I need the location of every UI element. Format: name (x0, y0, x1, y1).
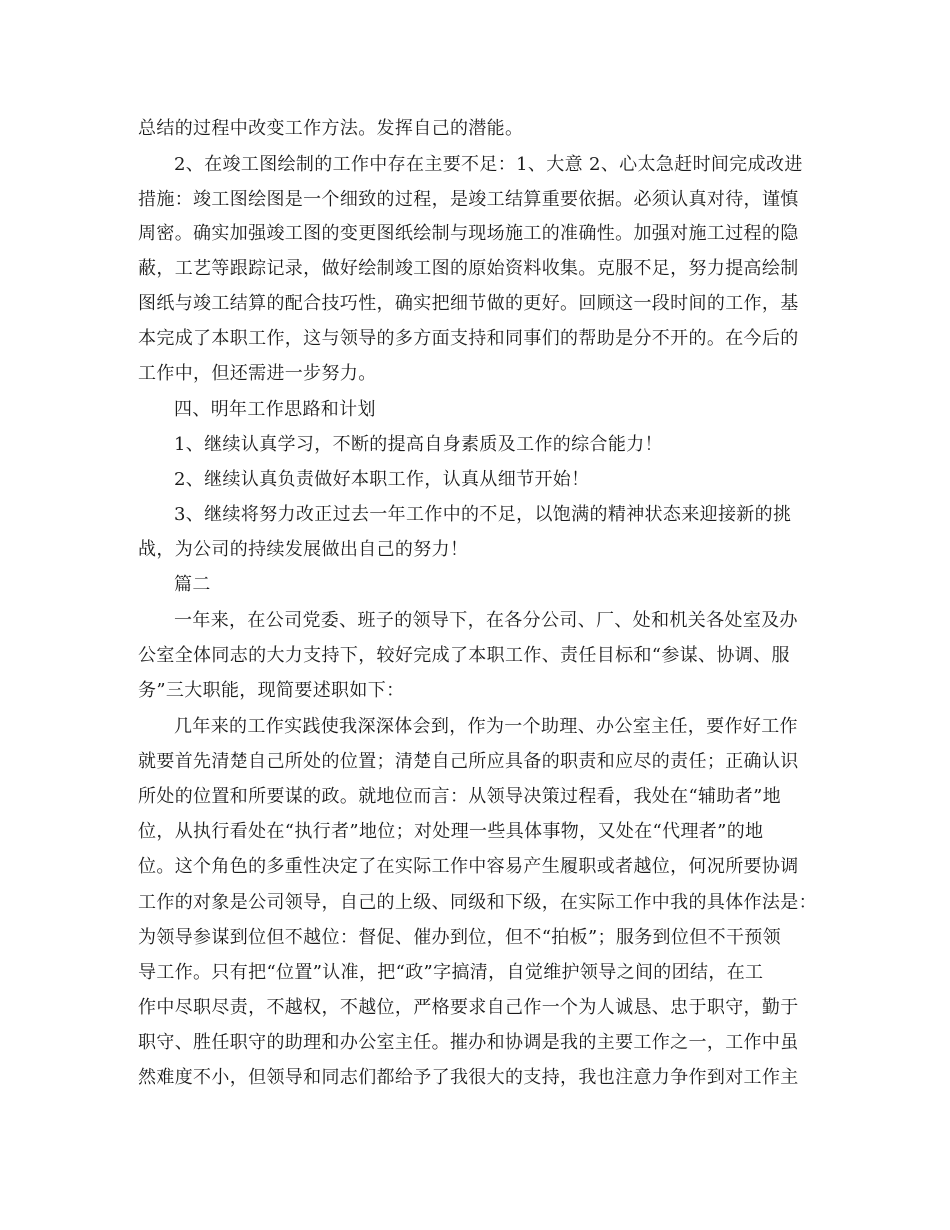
text-line: 然难度不小，但领导和同志们都给予了我很大的支持，我也注意力争作到对工作主 (138, 1067, 799, 1088)
text-line: 周密。确实加强竣工图的变更图纸绘制与现场施工的准确性。加强对施工过程的隐 (138, 223, 799, 244)
text-line: 所处的位置和所要谋的政。就地位而言：从领导决策过程看，我处在“辅助者”地 (138, 786, 782, 807)
text-line: 工作的对象是公司领导，自己的上级、同级和下级，在实际工作中我的具体作法是： (138, 892, 817, 913)
list-item: 3、继续将努力改正过去一年工作中的不足，以饱满的精神状态来迎接新的挑 (174, 504, 792, 525)
section-heading: 篇二 (174, 574, 211, 595)
text-line: 2、在竣工图绘制的工作中存在主要不足：1、大意 2、心太急赶时间完成改进 (174, 154, 803, 175)
text-line: 就要首先清楚自己所处的位置；清楚自己所应具备的职责和应尽的责任；正确认识 (138, 751, 799, 772)
text-line: 蔽，工艺等跟踪记录，做好绘制竣工图的原始资料收集。克服不足，努力提高绘制 (138, 258, 799, 279)
text-line: 作中尽职尽责，不越权，不越位，严格要求自己作一个为人诚恳、忠于职守，勤于 (138, 997, 799, 1018)
text-line: 导工作。只有把“位置”认准，把“政”字搞清，自觉维护领导之间的团结，在工 (138, 962, 764, 983)
text-line: 本完成了本职工作，这与领导的多方面支持和同事们的帮助是分不开的。在今后的 (138, 328, 799, 349)
list-item: 1、继续认真学习，不断的提高自身素质及工作的综合能力！ (174, 434, 663, 455)
text-line: 图纸与竣工结算的配合技巧性，确实把细节做的更好。回顾这一段时间的工作，基 (138, 293, 799, 314)
text-line: 几年来的工作实践使我深深体会到，作为一个助理、办公室主任，要作好工作 (174, 716, 798, 737)
list-item: 2、继续认真负责做好本职工作，认真从细节开始！ (174, 469, 590, 490)
text-line: 一年来，在公司党委、班子的领导下，在各分公司、厂、处和机关各处室及办 (174, 610, 798, 631)
text-line: 公室全体同志的大力支持下，较好完成了本职工作、责任目标和“参谋、协调、服 (138, 645, 790, 666)
text-line: 总结的过程中改变工作方法。发挥自己的潜能。 (138, 118, 524, 139)
text-line: 为领导参谋到位但不越位：督促、催办到位，但不“拍板”；服务到位但不干预领 (138, 927, 782, 948)
text-line: 位，从执行看处在“执行者”地位；对处理一些具体事物，又处在“代理者”的地 (138, 821, 764, 842)
section-heading: 四、明年工作思路和计划 (174, 399, 376, 420)
text-line: 务”三大职能，现简要述职如下： (138, 680, 405, 701)
text-line: 职守、胜任职守的助理和办公室主任。摧办和协调是我的主要工作之一，工作中虽 (138, 1032, 799, 1053)
text-line: 位。这个角色的多重性决定了在实际工作中容易产生履职或者越位，何况所要协调 (138, 856, 799, 877)
text-line: 战，为公司的持续发展做出自己的努力！ (138, 539, 469, 560)
text-line: 措施：竣工图绘图是一个细致的过程，是竣工结算重要依据。必须认真对待，谨慎 (138, 189, 799, 210)
text-line: 工作中，但还需进一步努力。 (138, 363, 377, 384)
